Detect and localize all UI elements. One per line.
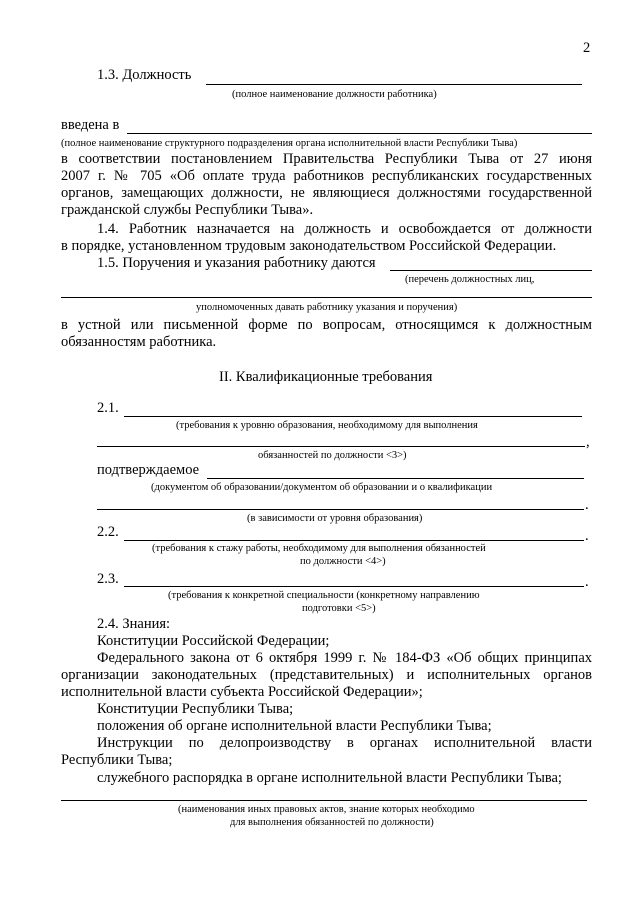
section-2-title: II. Квалификационные требования [219,369,433,385]
s2-3-fill-line [124,586,584,587]
s2-4-item-2-line-2: организации законодательных (представительных) и исполнительных органов [61,667,592,683]
s2-1-comma: , [586,434,590,450]
s1-5-label: 1.5. Поручения и указания работнику даются [97,255,376,271]
s1-5-fill-line-1 [390,270,592,271]
introduced-fill-line [127,133,592,134]
s2-4-item-6: служебного распорядка в органе исполнительной власти Республики Тыва; [97,770,562,786]
s2-4-item-5-line-2: Республики Тыва; [61,752,173,768]
s2-1-label: 2.1. [97,400,119,416]
s1-5-fill-line-2 [61,297,592,298]
page-number: 2 [583,40,591,56]
s1-5-hint-1: (перечень должностных лиц, [405,274,535,285]
s2-1-fill-line-2 [97,446,585,447]
s1-5-hint-2: уполномоченных давать работнику указания и поручения) [196,302,458,313]
introduced-line-3: органов, замещающих должности, не являющиеся должностями государственной [61,185,592,201]
s2-3-hint-1: (требования к конкретной специальности (конкретному направлению [168,590,480,601]
s2-1-confirmed-label: подтверждаемое [97,462,200,478]
introduced-line-4: гражданской службы Республики Тыва». [61,202,314,218]
s2-1-fill-line-3 [207,478,584,479]
s2-1-hint-3: (документом об образовании/документом об образовании и о квалификации [151,482,493,493]
s1-5-line-1: в устной или письменной форме по вопросам, относящимся к должностным [61,317,592,333]
s2-3-label: 2.3. [97,571,119,587]
s2-4-item-3: Конституции Республики Тыва; [97,701,294,717]
s2-1-dot: . [585,497,589,513]
introduced-label: введена в [61,117,120,133]
s2-1-hint-4: (в зависимости от уровня образования) [247,513,423,524]
s2-2-label: 2.2. [97,524,119,540]
s1-4-line-1: 1.4. Работник назначается на должность и освобождается от должности [97,221,592,237]
s2-4-item-2-line-1: Федерального закона от 6 октября 1999 г. № 184-ФЗ «Об общих принципах [97,650,592,666]
s2-1-fill-line-1 [124,416,582,417]
s2-1-hint-1: (требования к уровню образования, необходимому для выполнения [176,420,478,431]
s2-4-item-1: Конституции Российской Федерации; [97,633,330,649]
s2-4-fill-line [61,800,587,801]
s2-1-hint-2: обязанностей по должности <3>) [258,450,407,461]
s2-3-dot: . [585,574,589,590]
s1-5-line-2: обязанностям работника. [61,334,217,350]
s2-4-item-5-line-1: Инструкции по делопроизводству в органах исполнительной власти [97,735,592,751]
s2-2-hint-2: по должности <4>) [300,556,386,567]
s2-4-hint-1: (наименования иных правовых актов, знание которых необходимо [178,804,475,815]
s1-3-label: 1.3. Должность [97,67,192,83]
s2-1-fill-line-4 [97,509,584,510]
introduced-hint: (полное наименование структурного подразделения органа исполнительной власти Республики Тыва) [61,138,518,149]
s2-4-item-2-line-3: исполнительной власти субъекта Российской Федерации»; [61,684,423,700]
s2-4-title: 2.4. Знания: [97,616,171,632]
s1-3-fill-line [206,84,582,85]
introduced-line-1: в соответствии постановлением Правительства Республики Тыва от 27 июня [61,151,592,167]
s2-3-hint-2: подготовки <5>) [302,603,376,614]
s2-2-fill-line [124,540,584,541]
s2-4-hint-2: для выполнения обязанностей по должности) [230,817,434,828]
s2-2-dot: . [585,528,589,544]
s1-4-line-2: в порядке, установленном трудовым законодательством Российской Федерации. [61,238,557,254]
s1-3-hint: (полное наименование должности работника) [232,89,437,100]
introduced-line-2: 2007 г. № 705 «Об оплате труда работников республиканских государственных [61,168,592,184]
s2-4-item-4: положения об органе исполнительной власти Республики Тыва; [97,718,492,734]
s2-2-hint-1: (требования к стажу работы, необходимому для выполнения обязанностей [152,543,486,554]
